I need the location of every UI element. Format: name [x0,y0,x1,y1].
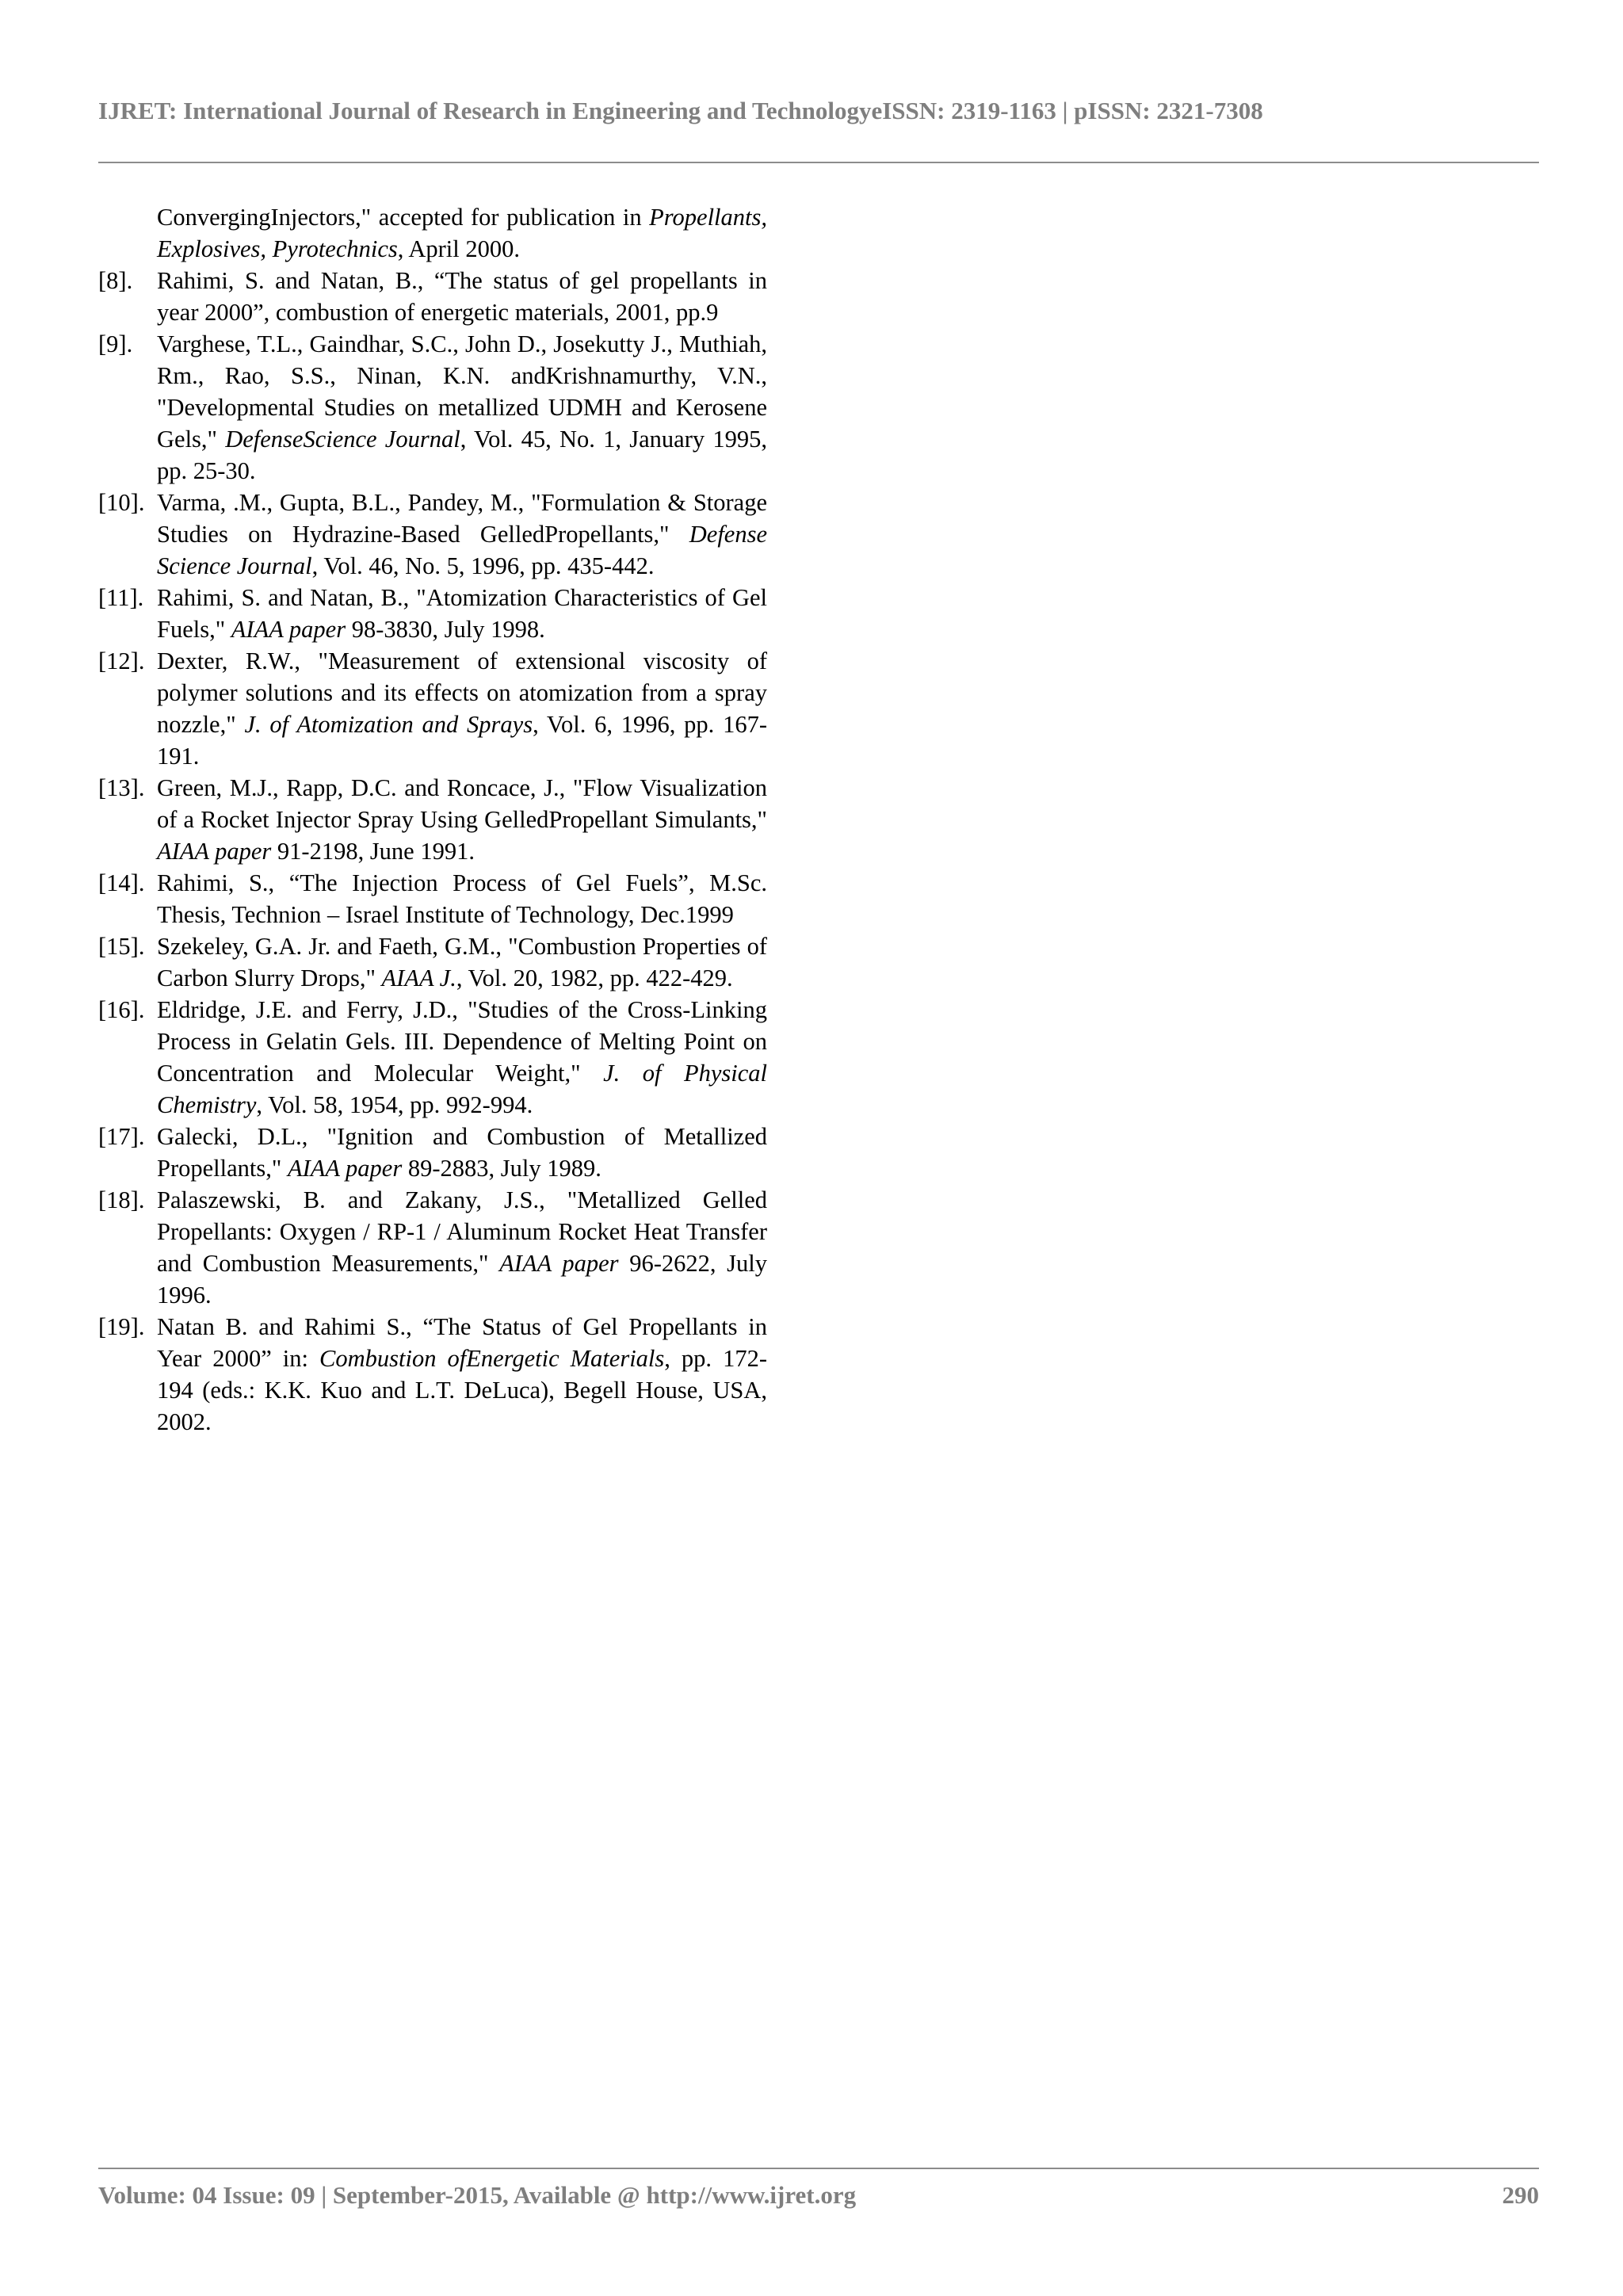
reference-number: [13]. [98,774,145,801]
reference-text [157,1184,767,1311]
reference-text [157,487,767,582]
reference-source-title: AIAA paper [231,616,346,643]
reference-text-segment: , Vol. 58, 1954, pp. 992-994. [256,1091,533,1118]
reference-text-segment: Galecki, D.L., "Ignition and Combustion of Metallized Propellants," [157,1123,767,1182]
reference-source-title: DefenseScience Journal [225,426,460,453]
reference-list [98,201,767,1438]
reference-text-segment: , pp. 172-194 (eds.: K.K. Kuo and L.T. DeLuca), Begell House, USA, 2002. [157,1345,767,1435]
reference-text [157,772,767,867]
reference-entry [98,645,767,772]
reference-text-segment: , Vol. 45, No. 1, January 1995, pp. 25-30. [157,426,767,484]
reference-entry [98,772,767,867]
reference-text-segment: ConvergingInjectors," accepted for publication in [157,204,650,231]
reference-number: [8]. [98,267,133,294]
reference-entry [98,867,767,930]
reference-text [157,1121,767,1184]
reference-text [157,994,767,1121]
reference-text-segment: Varghese, T.L., Gaindhar, S.C., John D., Josekutty J., Muthiah, Rm., Rao, S.S., Ninan, K.N. andKrishnamurthy, V.N., "Developmental Studies on metallized UDMH and Kerosene Gels," [157,330,767,453]
reference-source-title: AIAA paper [157,838,272,865]
reference-text [157,582,767,645]
reference-source-title: Propellants, Explosives, Pyrotechnics [157,204,767,262]
header-divider [98,162,1539,163]
reference-text-segment: Varma, .M., Gupta, B.L., Pandey, M., "Formulation & Storage Studies on Hydrazine-Based GelledPropellants," [157,489,767,548]
reference-text-segment: 91-2198, June 1991. [271,838,475,865]
reference-entry [98,582,767,645]
reference-source-title: AIAA paper [499,1250,619,1277]
reference-source-title: Combustion ofEnergetic Materials [319,1345,665,1372]
reference-source-title: Defense Science Journal [157,521,767,579]
reference-text-segment: 89-2883, July 1989. [402,1155,601,1182]
reference-text-segment: 98-3830, July 1998. [346,616,545,643]
reference-text-segment: Rahimi, S., “The Injection Process of Gel Fuels”, M.Sc. Thesis, Technion – Israel Institute of Technology, Dec.1999 [157,869,767,928]
reference-source-title: J. of Atomization and Sprays [244,711,533,738]
reference-number: [12]. [98,648,145,674]
reference-source-title: AIAA paper [287,1155,403,1182]
reference-text [157,201,767,265]
page-number: 290 [1502,2181,1539,2209]
reference-entry [98,1184,767,1311]
reference-number: [17]. [98,1123,145,1150]
reference-text-segment: Eldridge, J.E. and Ferry, J.D., "Studies of the Cross-Linking Process in Gelatin Gels. III. Dependence of Melting Point on Concentration and Molecular Weight," [157,996,767,1087]
reference-text [157,867,767,930]
reference-text [157,265,767,328]
reference-text-segment: Szekeley, G.A. Jr. and Faeth, G.M., "Combustion Properties of Carbon Slurry Drops," [157,933,767,991]
footer-volume-info: Volume: 04 Issue: 09 | September-2015, Available @ http://www.ijret.org [98,2181,857,2209]
reference-text [157,645,767,772]
reference-number: [15]. [98,933,145,960]
reference-text-segment: Dexter, R.W., "Measurement of extensional viscosity of polymer solutions and its effects on atomization from a spray nozzle," [157,648,767,738]
reference-entry [98,328,767,487]
reference-source-title: J. of Physical Chemistry [157,1060,767,1118]
reference-text-segment: , Vol. 6, 1996, pp. 167-191. [157,711,767,770]
reference-text [157,1311,767,1438]
reference-text-segment: 96-2622, July 1996. [157,1250,768,1308]
reference-text-segment: Rahimi, S. and Natan, B., “The status of gel propellants in year 2000”, combustion of energetic materials, 2001, pp.9 [157,267,767,326]
reference-text-segment: Green, M.J., Rapp, D.C. and Roncace, J., "Flow Visualization of a Rocket Injector Spray Using GelledPropellant Simulants," [157,774,767,833]
reference-entry [98,487,767,582]
reference-entry [98,201,767,265]
reference-text [157,930,767,994]
reference-entry [98,930,767,994]
footer-divider [98,2168,1539,2169]
reference-text-segment: Rahimi, S. and Natan, B., "Atomization Characteristics of Gel Fuels," [157,584,767,643]
reference-number: [10]. [98,489,145,516]
reference-text-segment: , April 2000. [397,235,520,262]
reference-number: [18]. [98,1186,145,1213]
reference-text-segment: Natan B. and Rahimi S., “The Status of Gel Propellants in Year 2000” in: [157,1313,767,1372]
reference-number: [9]. [98,330,133,357]
reference-number: [16]. [98,996,145,1023]
reference-text [157,328,767,487]
reference-entry [98,1311,767,1438]
reference-entry [98,1121,767,1184]
journal-header: IJRET: International Journal of Research in Engineering and TechnologyeISSN: 2319-1163 | pISSN: 2321-7308 [98,97,1263,124]
reference-entry [98,265,767,328]
reference-text-segment: Palaszewski, B. and Zakany, J.S., "Metallized Gelled Propellants: Oxygen / RP-1 / Aluminum Rocket Heat Transfer and Combustion Measurements," [157,1186,767,1277]
reference-text-segment: , Vol. 46, No. 5, 1996, pp. 435-442. [311,552,655,579]
reference-entry [98,994,767,1121]
reference-number: [11]. [98,584,144,611]
reference-number: [14]. [98,869,145,896]
reference-text-segment: , Vol. 20, 1982, pp. 422-429. [456,965,733,991]
reference-number: [19]. [98,1313,145,1340]
reference-source-title: AIAA J. [381,965,456,991]
